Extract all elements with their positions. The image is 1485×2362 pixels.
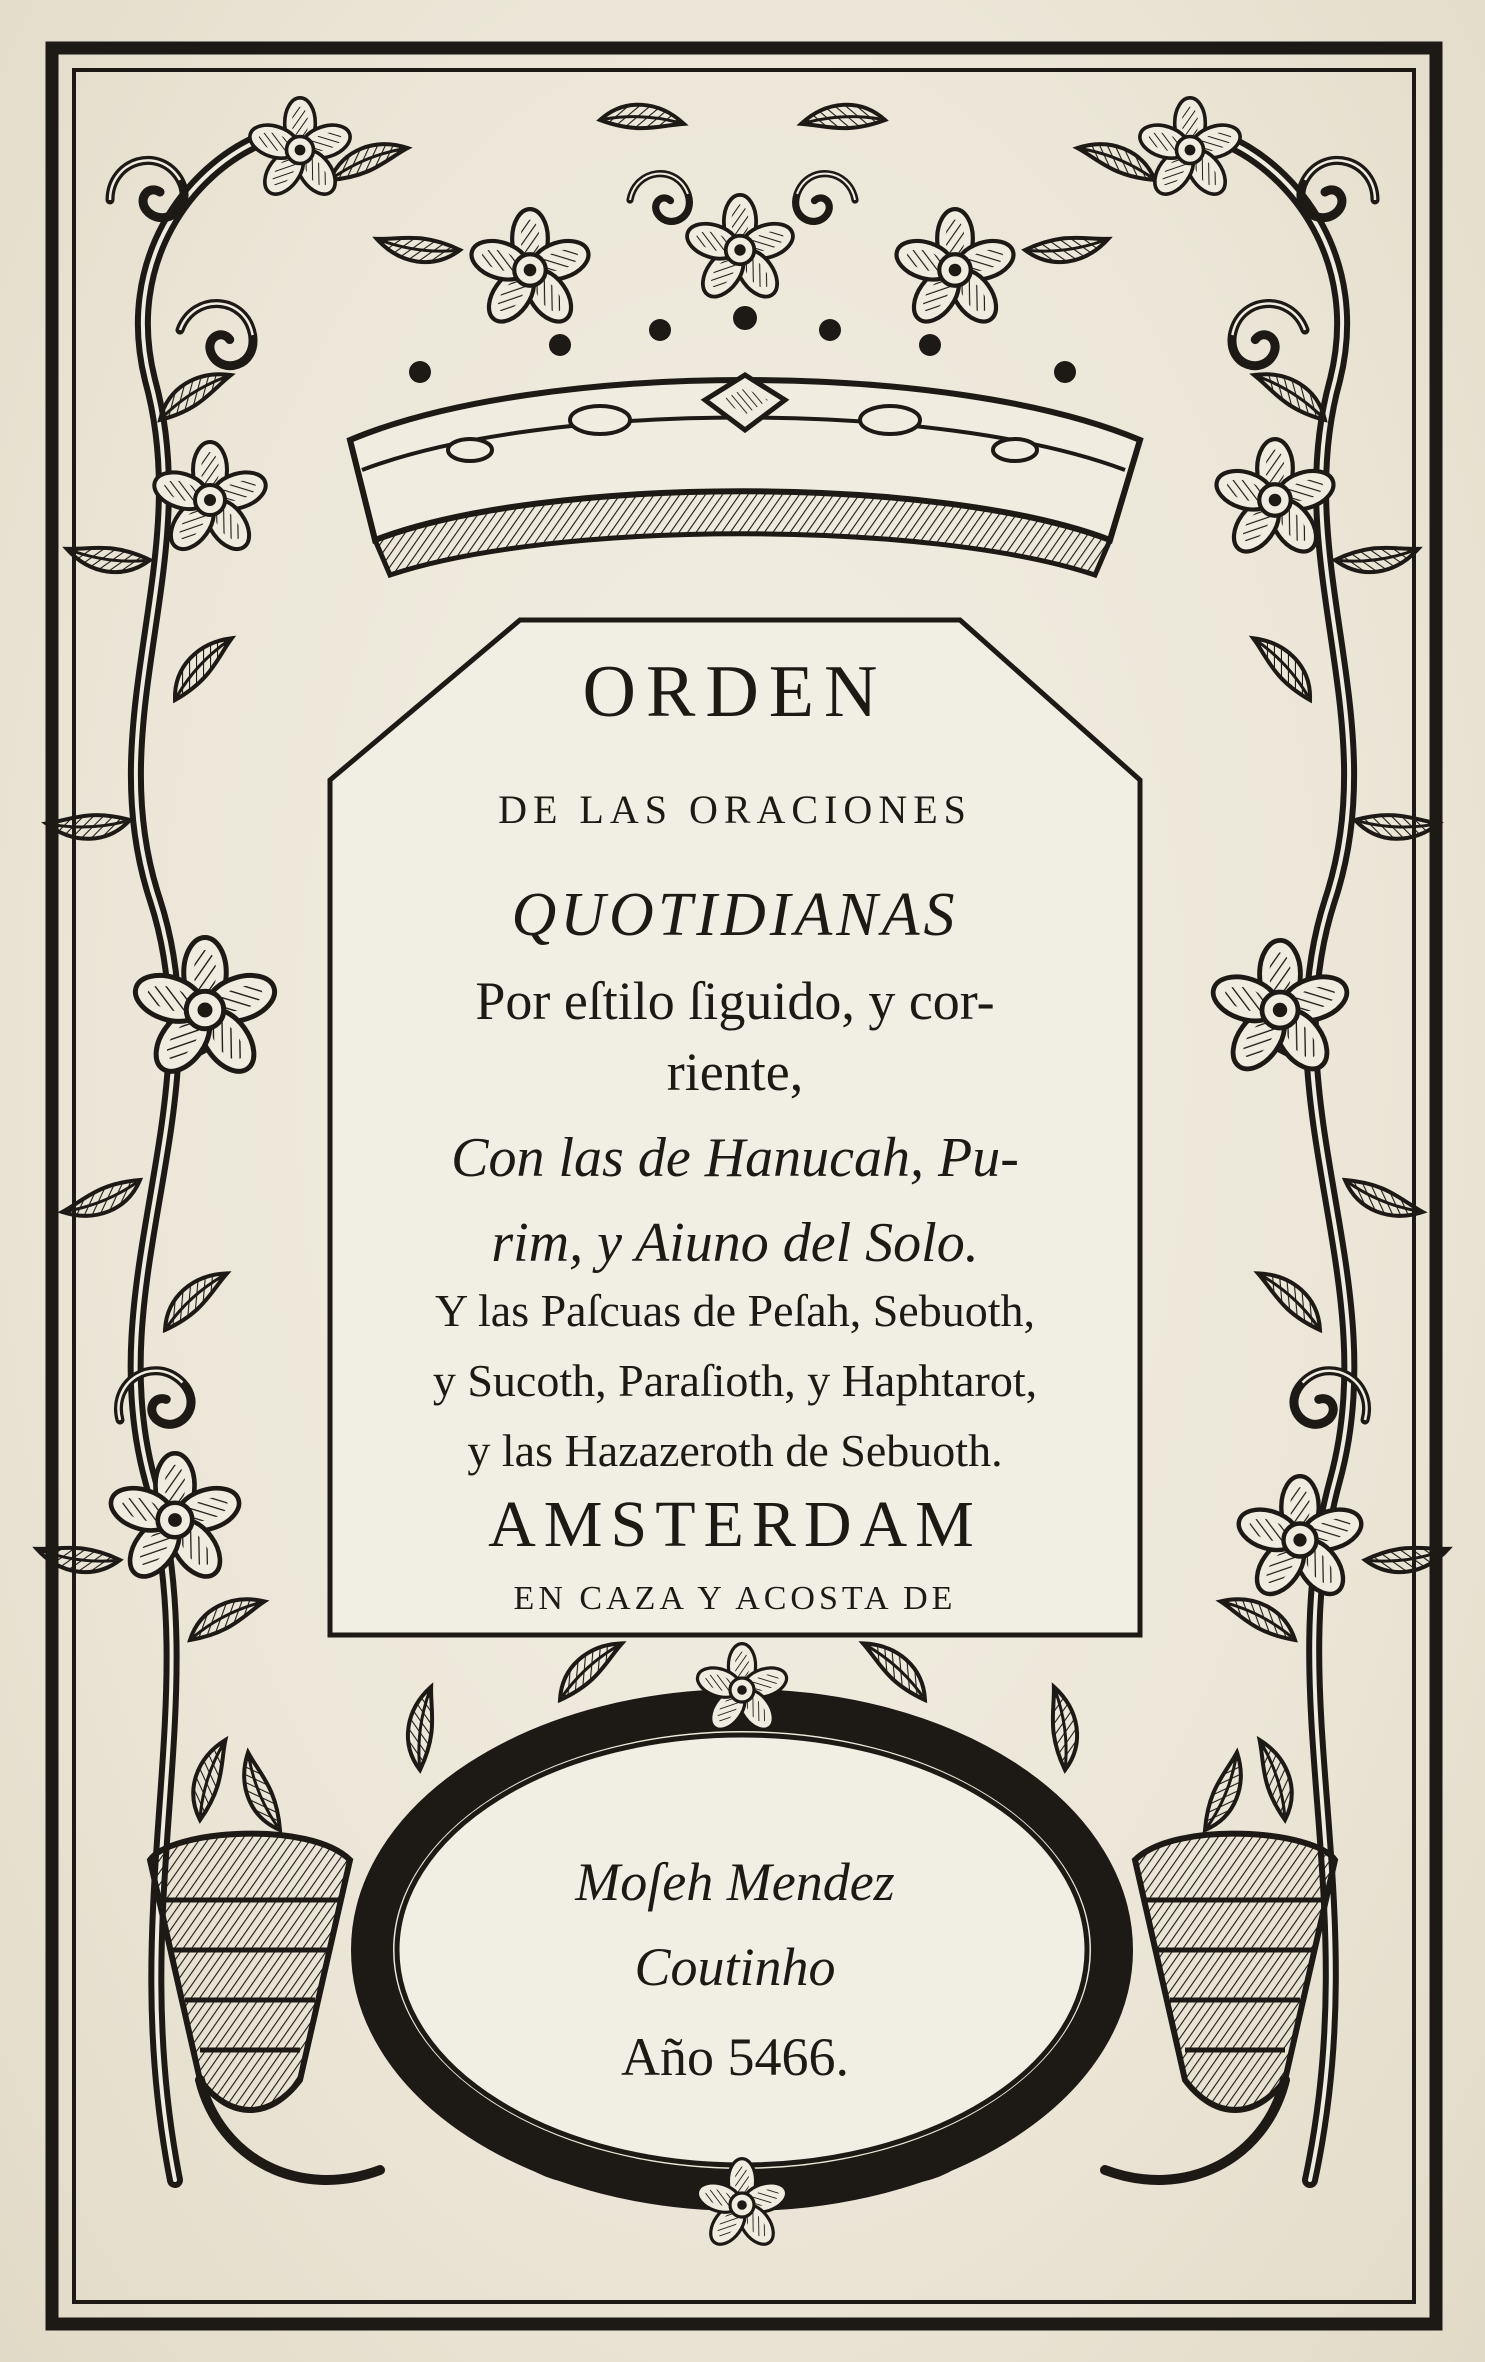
imprint-city: AMSTERDAM	[488, 1488, 982, 1561]
printer-name-1: Moſeh Mendez	[575, 1852, 895, 1912]
text-line-1: Por eſtilo ſiguido, y cor-	[475, 971, 995, 1031]
text-line-2: riente,	[666, 1042, 804, 1102]
text-line-7: y las Hazazeroth de Sebuoth.	[467, 1425, 1003, 1476]
crown-icon	[350, 306, 1140, 575]
imprint-year: Año 5466.	[621, 2027, 849, 2087]
subtitle-line: DE LAS ORACIONES	[498, 787, 972, 832]
title-heading: ORDEN	[582, 651, 888, 733]
text-line-3: Con las de Hanucah, Pu-	[451, 1127, 1019, 1189]
text-line-4: rim, y Aiuno del Solo.	[491, 1212, 979, 1274]
printer-name-2: Coutinho	[634, 1937, 836, 1997]
emphasis-line: QUOTIDIANAS	[511, 881, 959, 949]
text-line-6: y Sucoth, Paraſioth, y Haphtarot,	[432, 1355, 1038, 1406]
imprint-press: EN CAZA Y ACOSTA DE	[513, 1580, 957, 1617]
text-line-5: Y las Paſcuas de Peſah, Sebuoth,	[434, 1285, 1036, 1336]
